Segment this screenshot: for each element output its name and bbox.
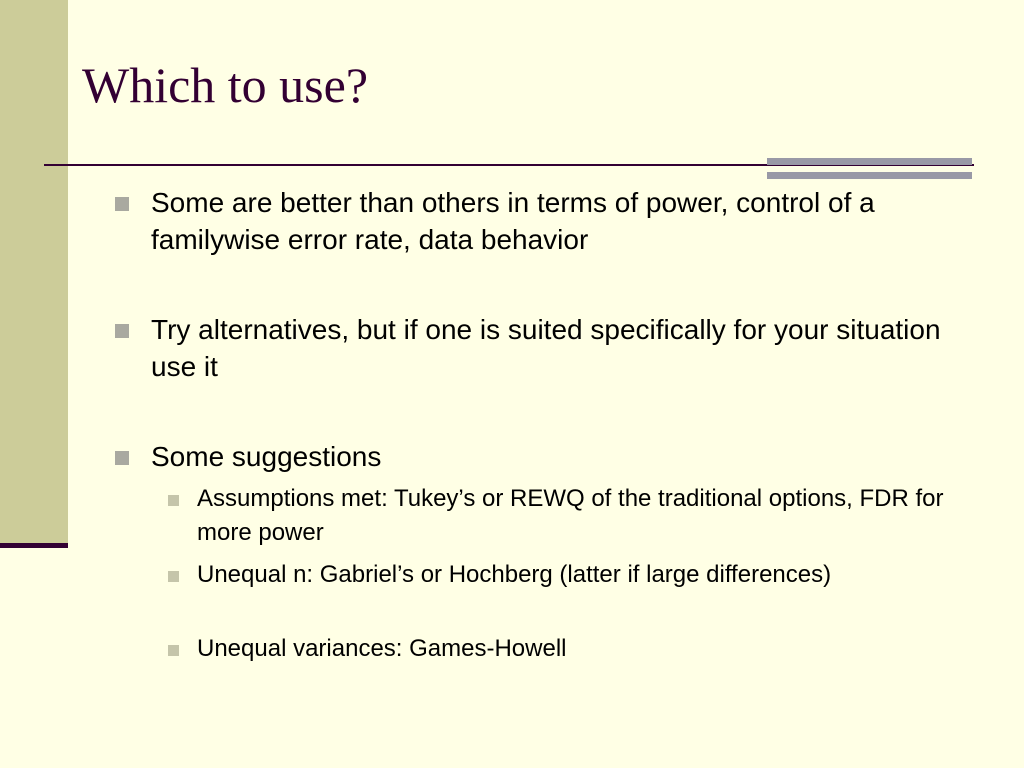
square-bullet-icon <box>115 324 129 338</box>
square-sub-bullet-icon <box>168 495 179 506</box>
sub-bullet-item <box>168 632 948 668</box>
square-sub-bullet-icon <box>168 645 179 656</box>
sub-bullet-text: Unequal variances: Games-Howell <box>197 635 567 662</box>
bullet-text: Some are better than others in terms of power, control of a familywise error rate, data behavior <box>151 187 875 255</box>
sub-bullet-text: Unequal n: Gabriel’s or Hochberg (latter if large differences) <box>197 561 832 588</box>
square-bullet-icon <box>115 197 129 211</box>
bullet-text: Some suggestions <box>151 441 382 472</box>
bullet-item <box>115 184 955 264</box>
bullet-text: Try alternatives, but if one is suited specifically for your situation use it <box>151 314 941 382</box>
bullet-item <box>115 311 955 391</box>
sub-bullet-item <box>168 558 948 628</box>
sub-bullet-text: Assumptions met: Tukey’s or REWQ of the traditional options, FDR for more power <box>197 485 944 546</box>
bullet-item <box>115 438 955 478</box>
slide-title: Which to use? <box>82 57 369 113</box>
square-sub-bullet-icon <box>168 571 179 582</box>
sub-bullet-item <box>168 482 948 552</box>
square-bullet-icon <box>115 451 129 465</box>
